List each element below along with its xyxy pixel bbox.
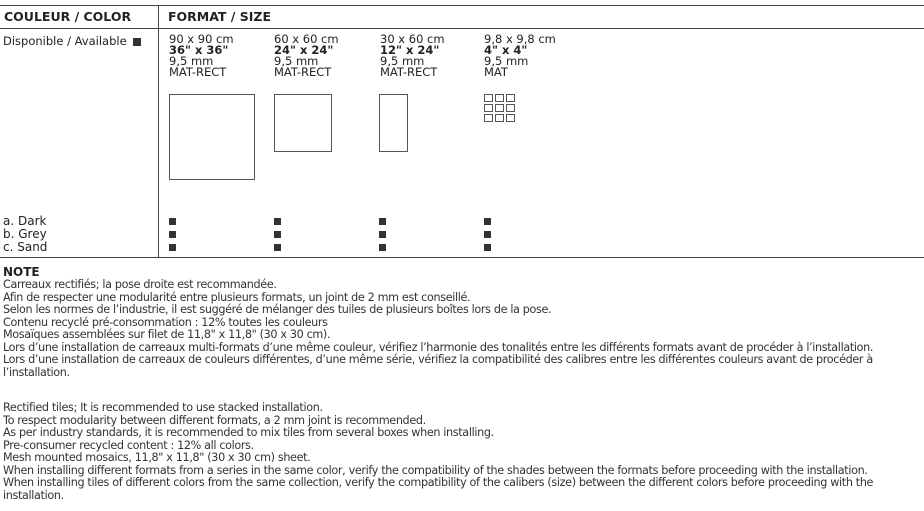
format-thickness: 9,5 mm xyxy=(274,54,319,68)
note-fr-line: Afin de respecter une modularité entre plusieurs formats, un joint de 2 mm est conseillé. xyxy=(3,290,471,304)
mark-dark-mosaic xyxy=(484,218,491,225)
color-grey-label: b. Grey xyxy=(3,227,47,241)
mark-dark-90 xyxy=(169,218,176,225)
note-title: NOTE xyxy=(3,265,40,279)
mosaic-grid-shape xyxy=(484,94,515,122)
format-30x60 xyxy=(380,34,445,78)
format-inch: 12" x 24" xyxy=(380,43,440,57)
mark-sand-30x60 xyxy=(379,244,386,251)
note-en-line: When installing tiles of different colors from the same collection, verify the compatibility of the calibers (size) between the different colors before proceeding with the installation. xyxy=(3,476,874,502)
color-sand-label: c. Sand xyxy=(3,240,48,254)
format-type: MAT-RECT xyxy=(380,65,438,79)
format-cm: 60 x 60 cm xyxy=(274,32,339,46)
tile-60x60-shape xyxy=(274,94,332,152)
available-square-icon xyxy=(133,38,141,46)
mark-dark-30x60 xyxy=(379,218,386,225)
mark-sand-90 xyxy=(169,244,176,251)
format-thickness: 9,5 mm xyxy=(169,54,214,68)
note-en-line: As per industry standards, it is recommended to mix tiles from several boxes when installing. xyxy=(3,426,494,439)
notes-english xyxy=(3,402,919,502)
note-en-line: Mesh mounted mosaics, 11,8" x 11,8" (30 x 30 cm) sheet. xyxy=(3,451,311,464)
tile-90x90-shape xyxy=(169,94,255,180)
format-thickness: 9,5 mm xyxy=(484,54,529,68)
format-column-header: FORMAT / SIZE xyxy=(168,9,271,24)
note-en-line: Rectified tiles; It is recommended to use stacked installation. xyxy=(3,401,323,414)
color-dark-label: a. Dark xyxy=(3,214,47,228)
format-type: MAT-RECT xyxy=(274,65,332,79)
format-cm: 30 x 60 cm xyxy=(380,32,445,46)
note-en-line: To respect modularity between different formats, a 2 mm joint is recommended. xyxy=(3,413,426,427)
mark-grey-90 xyxy=(169,231,176,238)
table-top-border xyxy=(0,5,924,6)
notes-french xyxy=(3,279,919,379)
mark-sand-60 xyxy=(274,244,281,251)
format-inch: 24" x 24" xyxy=(274,43,334,57)
format-cm: 9,8 x 9,8 cm xyxy=(484,32,556,46)
mark-grey-60 xyxy=(274,231,281,238)
note-fr-line: Contenu recyclé pré-consommation : 12% toutes les couleurs xyxy=(3,315,328,329)
column-divider xyxy=(158,5,159,257)
format-60x60 xyxy=(274,34,339,78)
color-column-header: COULEUR / COLOR xyxy=(4,9,132,24)
format-inch: 4" x 4" xyxy=(484,43,528,57)
format-type: MAT xyxy=(484,65,508,79)
note-fr-line: Carreaux rectifiés; la pose droite est recommandée. xyxy=(3,278,277,291)
format-inch: 36" x 36" xyxy=(169,43,229,57)
format-cm: 90 x 90 cm xyxy=(169,32,234,46)
mark-grey-30x60 xyxy=(379,231,386,238)
available-label: Disponible / Available xyxy=(3,34,127,48)
format-9_8x9_8 xyxy=(484,34,556,78)
mark-dark-60 xyxy=(274,218,281,225)
header-bottom-border xyxy=(0,28,924,29)
color-list xyxy=(3,215,47,254)
note-fr-line: Lors d’une installation de carreaux multi-formats d’une même couleur, vérifiez l’harmonie des tonalités entre les différents formats avant de procéder à l’installation. xyxy=(3,340,874,354)
tile-30x60-shape xyxy=(379,94,408,152)
mark-grey-mosaic xyxy=(484,231,491,238)
available-row-label xyxy=(3,34,141,48)
format-thickness: 9,5 mm xyxy=(380,54,425,68)
note-fr-line: Lors d’une installation de carreaux de couleurs différentes, d’une même série, vérifiez la compatibilité des calibres entre les différentes couleurs avant de procéder à l’installation. xyxy=(3,353,873,379)
note-en-line: When installing different formats from a series in the same color, verify the compatibility of the shades between the formats before proceeding with the installation. xyxy=(3,463,868,477)
note-fr-line: Selon les normes de l’industrie, il est suggéré de mélanger des tuiles de plusieurs boîtes lors de la pose. xyxy=(3,303,552,316)
mark-sand-mosaic xyxy=(484,244,491,251)
note-fr-line: Mosaïques assemblées sur filet de 11,8" x 11,8" (30 x 30 cm). xyxy=(3,328,331,341)
note-en-line: Pre-consumer recycled content : 12% all colors. xyxy=(3,438,254,452)
format-type: MAT-RECT xyxy=(169,65,227,79)
table-bottom-border xyxy=(0,257,924,258)
format-90x90 xyxy=(169,34,234,78)
